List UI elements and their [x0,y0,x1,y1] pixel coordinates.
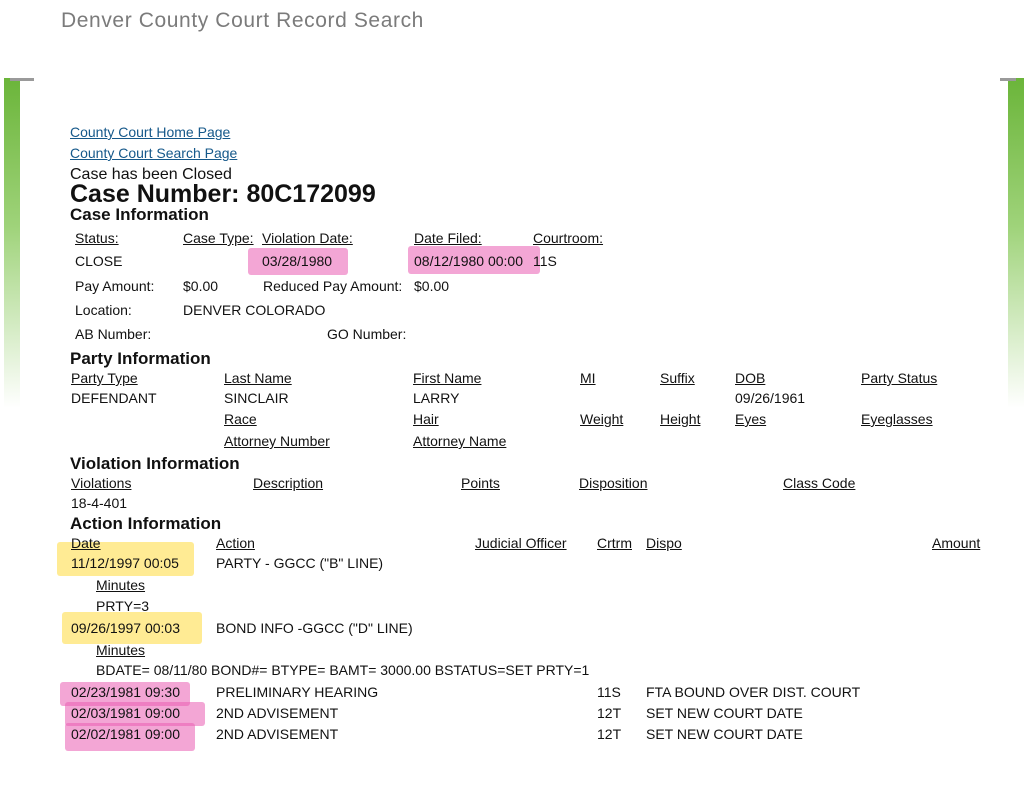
violation-date-value: 03/28/1980 [262,253,333,269]
violations-header: Violations [71,475,132,491]
crtrm-header: Crtrm [597,535,632,551]
disposition-header: Disposition [579,475,648,491]
party-information-title: Party Information [70,349,211,368]
action-row-2-minutes-text: BDATE= 08/11/80 BOND#= BTYPE= BAMT= 3000.00 BSTATUS=SET PRTY=1 [96,662,590,678]
page-title: Denver County Court Record Search [61,9,424,32]
date-filed-value: 08/12/1980 00:00 [414,253,523,269]
attorney-number-header: Attorney Number [224,433,330,449]
action-row-4-date: 02/03/1981 09:00 [71,705,180,721]
case-information-title: Case Information [70,205,209,224]
action-row-3-dispo: FTA BOUND OVER DIST. COURT [646,684,861,700]
class-code-header: Class Code [783,475,856,491]
right-frame-accent [1008,78,1024,408]
action-row-4-crtrm: 12T [597,705,622,721]
action-row-4-action: 2ND ADVISEMENT [216,705,339,721]
description-header: Description [253,475,324,491]
pay-amount-label: Pay Amount: [75,278,155,294]
action-row-1-minutes-text: PRTY=3 [96,598,150,614]
action-row-2-date: 09/26/1997 00:03 [71,620,180,636]
location-label: Location: [75,302,132,318]
race-header: Race [224,411,257,427]
action-row-2-action: BOND INFO -GGCC ("D" LINE) [216,620,413,636]
first-name-value: LARRY [413,390,460,406]
status-value: CLOSE [75,253,123,269]
dob-header: DOB [735,370,766,386]
judicial-officer-header: Judicial Officer [475,535,567,551]
amount-header: Amount [932,535,981,551]
suffix-header: Suffix [660,370,695,386]
case-number-heading: Case Number: 80C172099 [70,180,376,208]
mi-header: MI [580,370,596,386]
weight-header: Weight [580,411,624,427]
violation-date-label: Violation Date: [262,230,353,246]
action-row-1-action: PARTY - GGCC ("B" LINE) [216,555,384,571]
date-filed-label: Date Filed: [414,230,482,246]
ab-number-label: AB Number: [75,326,152,342]
action-row-3-date: 02/23/1981 09:30 [71,684,180,700]
action-row-5-action: 2ND ADVISEMENT [216,726,339,742]
violation-information-title: Violation Information [70,454,240,473]
courtroom-label: Courtroom: [533,230,604,246]
last-name-value: SINCLAIR [224,390,289,406]
action-information-title: Action Information [70,514,222,533]
action-row-3-crtrm: 11S [597,684,621,700]
left-frame-accent [4,78,20,408]
status-label: Status: [75,230,119,246]
attorney-name-header: Attorney Name [413,433,507,449]
reduced-pay-amount-label: Reduced Pay Amount: [263,278,403,294]
action-row-4-dispo: SET NEW COURT DATE [646,705,803,721]
violation-code-value: 18-4-401 [71,495,128,511]
last-name-header: Last Name [224,370,292,386]
courtroom-value: 11S [533,253,557,269]
location-value: DENVER COLORADO [183,302,326,318]
case-closed-note: Case has been Closed [70,166,232,183]
pay-amount-value: $0.00 [183,278,219,294]
hair-header: Hair [413,411,439,427]
eyeglasses-header: Eyeglasses [861,411,933,427]
county-court-search-link[interactable]: County Court Search Page [70,145,238,161]
action-row-2-minutes-label: Minutes [96,642,146,658]
county-court-home-link[interactable]: County Court Home Page [70,124,231,140]
action-header: Action [216,535,255,551]
action-row-1-date: 11/12/1997 00:05 [71,555,179,571]
party-type-value: DEFENDANT [71,390,157,406]
frame-divider-left [10,78,34,81]
dob-value: 09/26/1961 [735,390,806,406]
action-row-5-dispo: SET NEW COURT DATE [646,726,803,742]
height-header: Height [660,411,701,427]
party-type-header: Party Type [71,370,138,386]
party-status-header: Party Status [861,370,938,386]
action-row-3-action: PRELIMINARY HEARING [216,684,379,700]
frame-divider-right [1000,78,1016,81]
action-date-header: Date [71,535,101,551]
dispo-header: Dispo [646,535,682,551]
first-name-header: First Name [413,370,482,386]
points-header: Points [461,475,500,491]
go-number-label: GO Number: [327,326,407,342]
reduced-pay-amount-value: $0.00 [414,278,450,294]
action-row-5-crtrm: 12T [597,726,622,742]
case-type-label: Case Type: [183,230,254,246]
eyes-header: Eyes [735,411,767,427]
action-row-5-date: 02/02/1981 09:00 [71,726,180,742]
action-row-1-minutes-label: Minutes [96,577,146,593]
